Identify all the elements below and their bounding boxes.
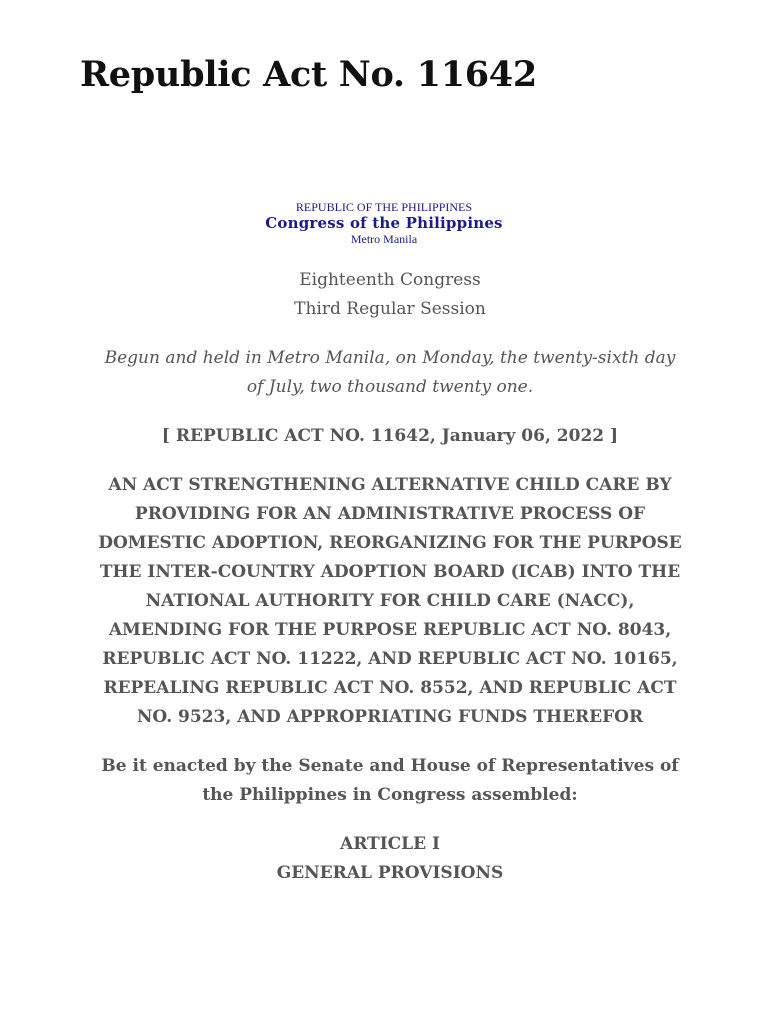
congress-name: Congress of the Philippines [265,214,503,232]
article-number: ARTICLE I [340,834,440,854]
location-label: Metro Manila [350,232,418,246]
act-reference: [ REPUBLIC ACT NO. 11642, January 06, 2022 ] [161,426,619,446]
begun-statement: Begun and held in Metro Manila, on Monday, the twenty-sixth day of July, two thousand twenty one. [104,348,676,397]
republic-label: REPUBLIC OF THE PHILIPPINES [295,200,473,214]
article-heading: GENERAL PROVISIONS [276,863,504,883]
act-title: AN ACT STRENGTHENING ALTERNATIVE CHILD CARE BY PROVIDING FOR AN ADMINISTRATIVE PROCESS OF DOMESTIC ADOPTION, REORGANIZING FOR THE PURPOSE THE INTER-COUNTRY ADOPTION BOARD (ICAB) INTO THE NATIONAL AUTHORITY FOR CHILD CARE (NACC), AMENDING FOR THE PURPOSE REPUBLIC ACT NO. 8043, REPUBLIC ACT NO. 11222, AND REPUBLIC ACT NO. 10165, REPEALING REPUBLIC ACT NO. 8552, AND REPUBLIC ACT NO. 9523, AND APPROPRIATING FUNDS THEREFOR [98,475,682,727]
enacting-clause: Be it enacted by the Senate and House of Representatives of the Philippines in Congress assembled: [101,756,679,805]
congress-number: Eighteenth Congress [299,270,481,290]
act-body [98,266,682,888]
session-name: Third Regular Session [294,299,486,319]
page-title: Republic Act No. 11642 [80,54,537,95]
congress-header [0,200,768,246]
